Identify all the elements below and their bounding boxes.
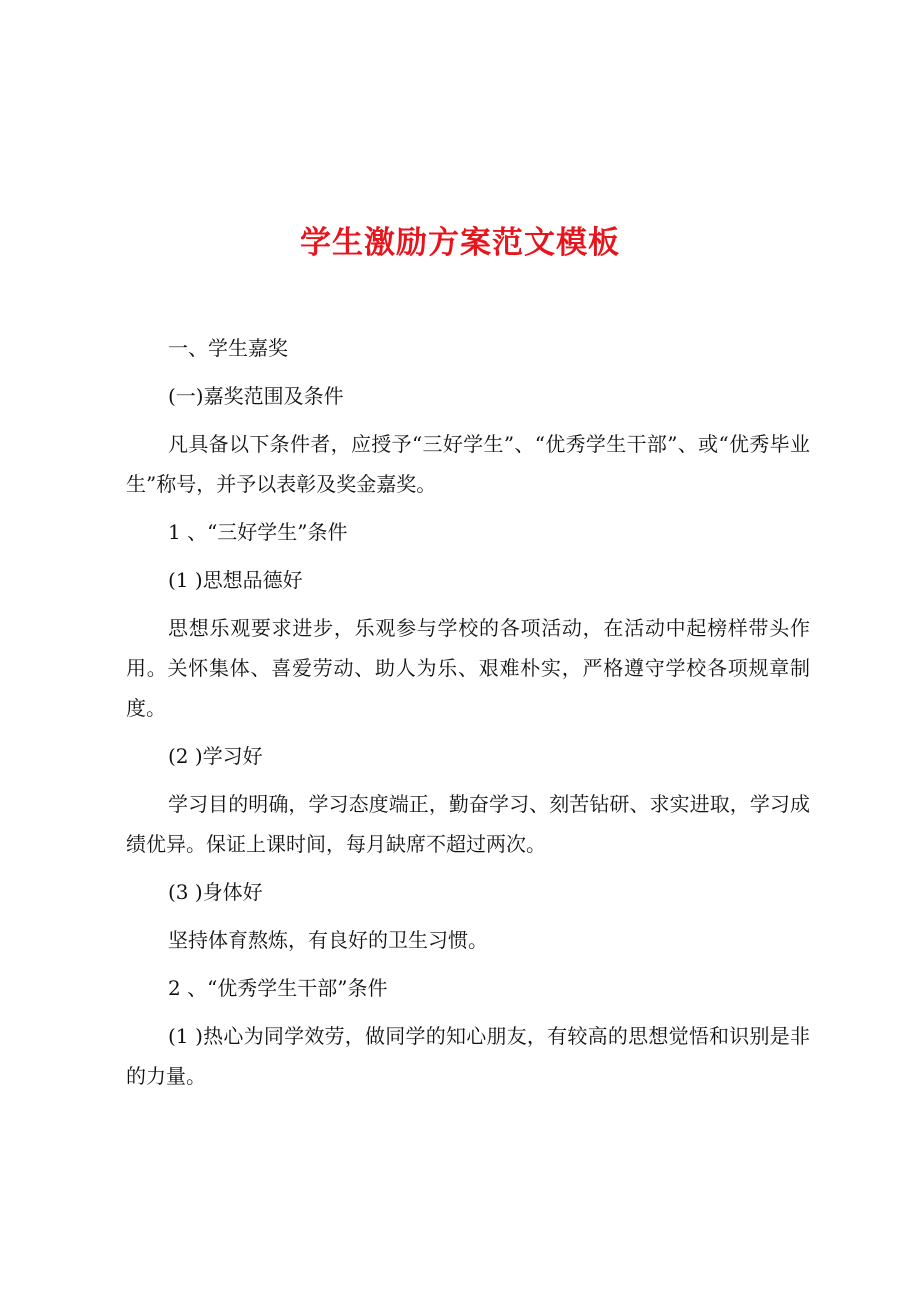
criterion-heading: (1 )思想品德好: [168, 568, 303, 592]
document-body: [126, 328, 810, 1104]
item-heading: 1 、“三好学生”条件: [168, 520, 348, 544]
paragraph: 学习目的明确，学习态度端正，勤奋学习、刻苦钻研、求实进取，学习成绩优异。保证上课时间，每月缺席不超过两次。: [126, 792, 810, 856]
criterion-heading: (2 )学习好: [168, 744, 263, 768]
subsection-heading: (一)嘉奖范围及条件: [168, 384, 344, 408]
criterion-heading: (3 )身体好: [168, 880, 263, 904]
paragraph: 思想乐观要求进步，乐观参与学校的各项活动，在活动中起榜样带头作用。关怀集体、喜爱劳动、助人为乐、艰难朴实，严格遵守学校各项规章制度。: [126, 616, 810, 720]
paragraph: (1 )热心为同学效劳，做同学的知心朋友，有较高的思想觉悟和识别是非的力量。: [126, 1024, 810, 1088]
document-title: 学生激励方案范文模板: [300, 224, 620, 261]
item-heading: 2 、“优秀学生干部”条件: [168, 976, 388, 1000]
section-heading: 一、学生嘉奖: [168, 336, 288, 360]
paragraph: 凡具备以下条件者，应授予“三好学生”、“优秀学生干部”、或“优秀毕业生”称号，并予以表彰及奖金嘉奖。: [126, 432, 810, 496]
paragraph: 坚持体育熬炼，有良好的卫生习惯。: [168, 928, 488, 952]
